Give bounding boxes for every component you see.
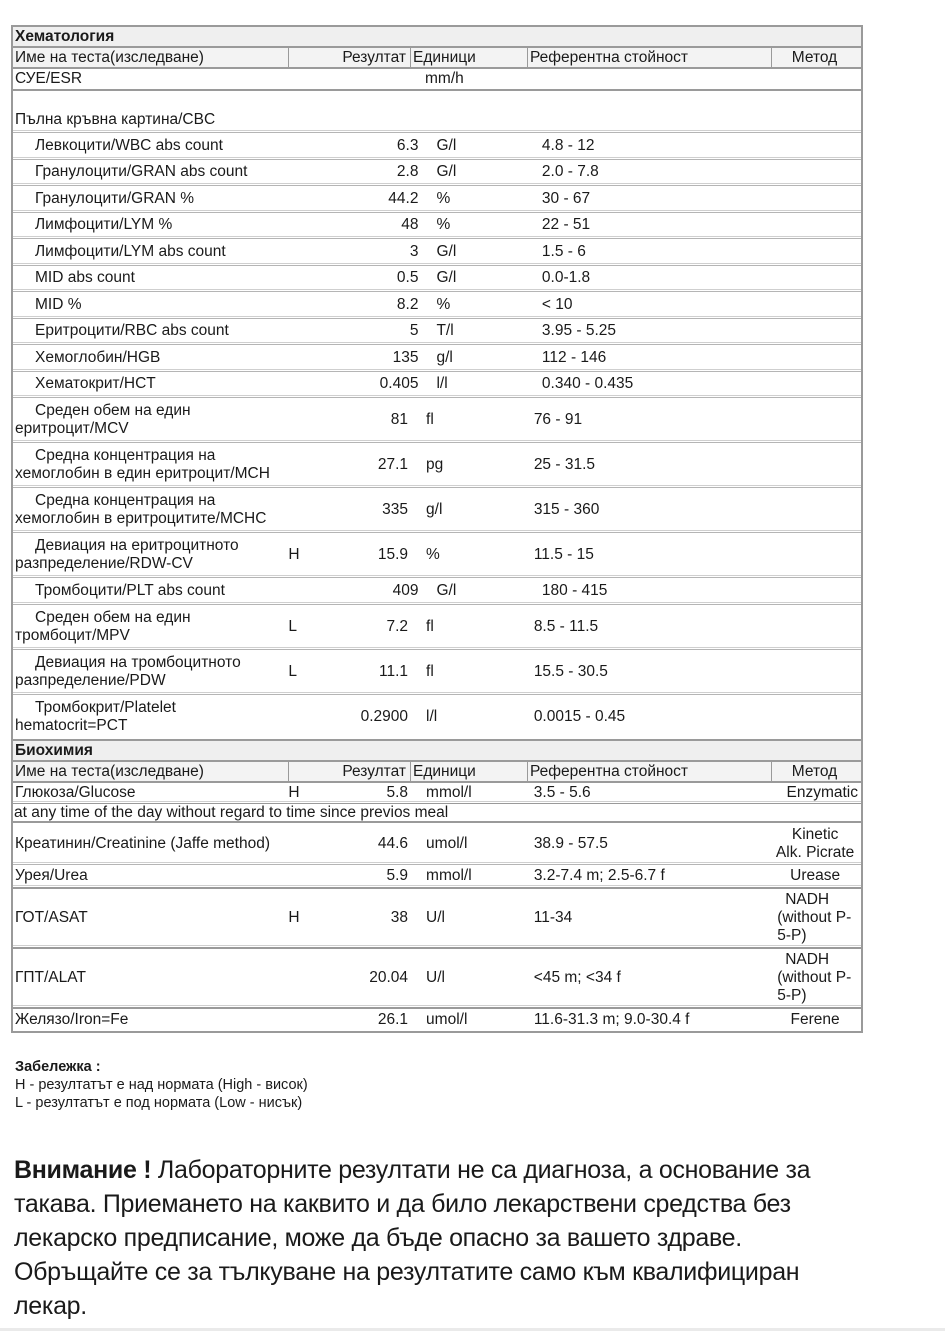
test-name-line: хемоглобин в един еритроцит/MCH (15, 465, 270, 482)
test-flag: H (288, 546, 300, 563)
test-result: 5.9 (386, 867, 409, 884)
test-name: Тромбоцити/PLT abs count (35, 581, 225, 599)
test-result: 3 (409, 242, 419, 260)
test-method-line: 5-P) (777, 987, 807, 1004)
test-name: Гранулоцити/GRAN % (35, 189, 195, 207)
test-reference: 3.5 - 5.6 (533, 784, 591, 801)
table-row (13, 650, 861, 695)
test-units: pg (426, 456, 444, 473)
test-method (769, 826, 861, 862)
notes-title: Забележка : (15, 1059, 101, 1075)
test-units: mmol/l (426, 784, 472, 801)
table-row (13, 443, 861, 488)
test-flag: L (288, 617, 297, 635)
table-row (13, 186, 861, 213)
test-name-line: Среден обем на един (35, 608, 191, 626)
test-name-line: тромбоцит/MPV (15, 626, 130, 644)
test-units: umol/l (426, 1011, 468, 1028)
test-name: MID % (35, 295, 82, 313)
glucose-note: at any time of the day without regard to time since previos meal (14, 803, 449, 821)
test-reference: 11.6-31.3 m; 9.0-30.4 f (533, 1011, 690, 1028)
test-name-line: hematocrit=PCT (15, 717, 128, 734)
table-row (13, 372, 861, 399)
column-header-name: Име на теста(изследване) (13, 48, 289, 67)
test-name: ГОТ/ASAT (15, 909, 88, 926)
test-units: U/l (426, 909, 445, 926)
test-name-line: хемоглобин в еритроцитите/MCHC (15, 510, 267, 527)
notes-high: H - резултатът е над нормата (High - висок) (15, 1077, 308, 1093)
notes-low: L - резултатът е под нормата (Low - нисък) (15, 1095, 303, 1111)
test-units: G/l (436, 163, 457, 181)
test-name-line: Девиация на тромбоцитното (35, 653, 241, 671)
table-row (13, 345, 861, 372)
test-result: 6.3 (396, 136, 419, 154)
test-flag: L (288, 662, 297, 680)
test-name (13, 537, 282, 573)
test-units: fl (426, 617, 434, 635)
test-units: mm/h (425, 70, 464, 87)
notes-legend (15, 1058, 308, 1112)
test-result: 0.5 (396, 269, 419, 287)
table-row-esr (13, 69, 861, 91)
test-result: 5.8 (386, 784, 409, 801)
test-name-line: Девиация на еритроцитното (35, 537, 239, 554)
test-name: Урея/Urea (15, 867, 88, 884)
test-name-line: еритроцит/MCV (15, 420, 129, 437)
test-reference: 22 - 51 (541, 216, 591, 234)
column-header-result: Резултат (289, 762, 411, 781)
test-name (13, 402, 282, 438)
test-reference: 8.5 - 11.5 (533, 617, 599, 635)
column-header-units: Единици (411, 48, 528, 67)
test-name: Еритроцити/RBC abs count (35, 322, 229, 340)
table-row (13, 292, 861, 319)
test-name (13, 609, 282, 645)
test-result: 409 (392, 581, 419, 599)
warning-title: Внимание ! (14, 1156, 152, 1184)
test-method (769, 951, 861, 1005)
test-units: T/l (436, 322, 454, 340)
test-units: G/l (436, 269, 457, 287)
test-result: 81 (390, 411, 409, 428)
hematology-column-headers (13, 48, 861, 69)
test-name-line: Средна концентрация на (35, 447, 216, 464)
biochemistry-table (11, 739, 863, 1033)
test-method-line: NADH (785, 951, 830, 968)
hematology-section-title: Хематология (13, 27, 861, 48)
glucose-note-row (13, 803, 861, 823)
test-method-line: (without P- (777, 969, 852, 986)
test-reference: 315 - 360 (533, 501, 600, 518)
test-result: 26.1 (377, 1011, 409, 1028)
warning-text: Лабораторните резултати не са диагноза, а основание за такава. Приемането на каквито и да било лекарствени средства без лекарско предписание, може да бъде опасно за вашето здраве. Обръщайте се за тълкуване на резултатите само към квалифициран лекар. (14, 1156, 811, 1320)
test-reference: 3.95 - 5.25 (541, 322, 617, 340)
column-header-method: Метод (791, 49, 838, 66)
test-name-line: Среден обем на един (35, 402, 191, 419)
test-method-line: (without P- (777, 909, 852, 926)
test-name (13, 447, 282, 483)
table-row (13, 578, 861, 605)
test-result: 11.1 (379, 662, 409, 680)
table-row (13, 133, 861, 160)
test-units: fl (426, 411, 434, 428)
test-reference: < 10 (541, 295, 573, 313)
test-method-line: Kinetic (791, 825, 839, 843)
test-units: U/l (426, 969, 445, 986)
test-reference: 15.5 - 30.5 (533, 662, 608, 680)
test-reference: 30 - 67 (541, 189, 591, 207)
test-reference: 0.0-1.8 (541, 269, 591, 287)
test-units: % (436, 295, 451, 313)
test-result: 44.2 (388, 189, 419, 207)
test-name-line: Тромбокрит/Platelet (35, 699, 176, 716)
test-name (13, 699, 282, 735)
test-name: СУЕ/ESR (15, 70, 83, 87)
test-result: 8.2 (396, 295, 419, 313)
test-name: Гранулоцити/GRAN abs count (35, 163, 248, 181)
test-reference: 1.5 - 6 (541, 242, 586, 260)
test-units: G/l (436, 581, 457, 599)
test-units: g/l (426, 501, 443, 518)
test-name: ГПТ/ALAT (15, 969, 86, 986)
table-row (13, 695, 861, 740)
test-method: Ferene (790, 1011, 840, 1028)
table-row (13, 213, 861, 240)
test-reference: 11-34 (533, 909, 573, 926)
test-reference: 4.8 - 12 (541, 136, 595, 154)
test-units: % (436, 189, 451, 207)
table-row (13, 160, 861, 187)
test-result: 0.2900 (360, 708, 409, 725)
test-reference: 38.9 - 57.5 (533, 834, 608, 852)
column-header-reference: Референтна стойност (528, 762, 772, 781)
column-header-units: Единици (411, 762, 528, 781)
test-result: 7.2 (386, 617, 409, 635)
test-reference: 25 - 31.5 (533, 456, 595, 473)
cbc-group-title-row (13, 91, 861, 133)
test-name: Глюкоза/Glucose (15, 784, 136, 801)
test-result: 20.04 (369, 969, 409, 986)
table-row (13, 533, 861, 578)
test-reference: 2.0 - 7.8 (541, 163, 599, 181)
test-units: % (436, 216, 451, 234)
table-row-creatinine (13, 823, 861, 865)
test-name: Хемоглобин/HGB (35, 348, 161, 366)
test-units: G/l (436, 242, 457, 260)
test-units: mmol/l (426, 867, 472, 884)
test-result: 135 (392, 348, 419, 366)
test-name: MID abs count (35, 269, 135, 287)
column-header-result: Резултат (289, 48, 411, 67)
test-result: 0.405 (379, 375, 419, 393)
table-row-glucose (13, 783, 861, 803)
table-row-asat (13, 889, 861, 949)
test-result: 38 (390, 909, 409, 926)
test-name: Лимфоцити/LYM % (35, 216, 173, 234)
test-flag: H (288, 784, 300, 801)
table-row (13, 266, 861, 293)
test-reference: 0.340 - 0.435 (541, 375, 634, 393)
test-name (13, 654, 282, 690)
test-units: l/l (436, 375, 448, 393)
cbc-group-title: Пълна кръвна картина/CBC (15, 111, 216, 128)
test-result: 44.6 (377, 834, 409, 852)
table-row-urea (13, 865, 861, 889)
test-reference: 0.0015 - 0.45 (533, 708, 626, 725)
test-result: 2.8 (396, 163, 419, 181)
test-name: Лимфоцити/LYM abs count (35, 242, 226, 260)
table-row-alat (13, 949, 861, 1009)
test-name: Креатинин/Creatinine (Jaffe method) (15, 834, 271, 852)
test-method (769, 891, 861, 945)
table-row (13, 319, 861, 346)
table-row (13, 605, 861, 650)
test-result: 5 (409, 322, 419, 340)
test-reference: 112 - 146 (541, 348, 607, 366)
table-row-iron (13, 1009, 861, 1031)
test-flag: H (288, 909, 300, 926)
warning-disclaimer (14, 1153, 834, 1323)
test-units: % (426, 546, 440, 563)
test-result: 335 (382, 501, 409, 518)
test-reference: <45 m; <34 f (533, 969, 621, 986)
test-method-line: NADH (785, 891, 830, 908)
test-method: Urease (790, 867, 841, 884)
test-name: Желязо/Iron=Fe (15, 1011, 129, 1028)
table-row (13, 488, 861, 533)
test-result: 27.1 (377, 456, 409, 473)
test-reference: 180 - 415 (541, 581, 608, 599)
biochemistry-section-title: Биохимия (13, 741, 861, 762)
test-units: G/l (436, 136, 457, 154)
test-name-line: Средна концентрация на (35, 492, 216, 509)
test-name-line: разпределение/RDW-CV (15, 555, 193, 572)
test-name: Левкоцити/WBC abs count (35, 136, 223, 154)
test-name: Хематокрит/HCT (35, 375, 156, 393)
test-reference: 11.5 - 15 (533, 546, 594, 563)
hematology-table (11, 25, 863, 742)
table-row (13, 398, 861, 443)
test-units: l/l (426, 708, 438, 725)
biochemistry-column-headers (13, 762, 861, 783)
test-reference: 76 - 91 (533, 411, 583, 428)
table-row (13, 239, 861, 266)
test-units: fl (426, 662, 434, 680)
test-result: 15.9 (377, 546, 409, 563)
test-method-line: 5-P) (777, 927, 807, 944)
column-header-name: Име на теста(изследване) (13, 762, 289, 781)
test-name (13, 492, 282, 528)
column-header-reference: Референтна стойност (528, 48, 772, 67)
test-result: 48 (401, 216, 419, 234)
test-method-line: Alk. Picrate (775, 843, 855, 861)
test-units: umol/l (426, 834, 468, 852)
column-header-method: Метод (791, 763, 838, 780)
test-units: g/l (436, 348, 453, 366)
test-method: Enzymatic (786, 784, 858, 801)
test-reference: 3.2-7.4 m; 2.5-6.7 f (533, 867, 665, 884)
test-name-line: разпределение/PDW (15, 671, 166, 689)
